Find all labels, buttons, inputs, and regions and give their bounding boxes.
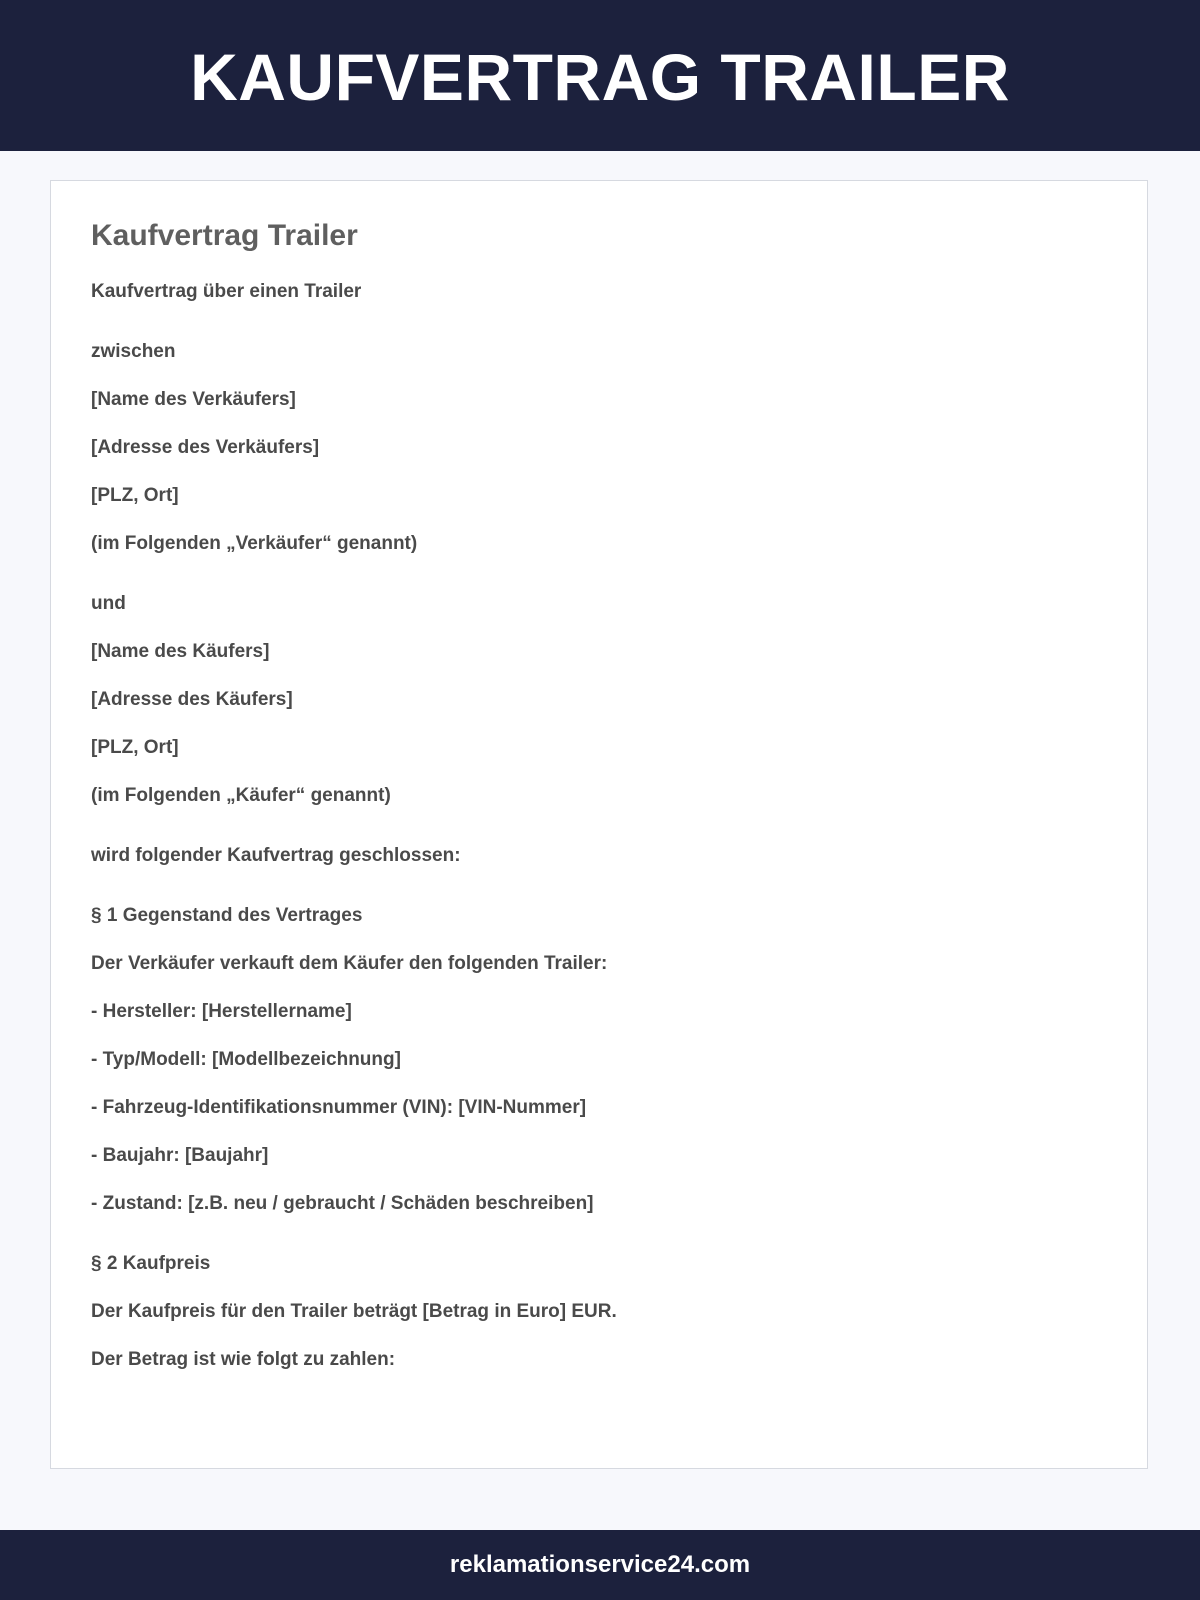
price-statement: Der Kaufpreis für den Trailer beträgt [Betrag in Euro] EUR. bbox=[91, 1301, 617, 1322]
section-1-intro: Der Verkäufer verkauft dem Käufer den folgenden Trailer: bbox=[91, 953, 608, 974]
section-1-heading: § 1 Gegenstand des Vertrages bbox=[91, 905, 363, 926]
buyer-name: [Name des Käufers] bbox=[91, 641, 270, 662]
party-intro: zwischen bbox=[91, 341, 176, 362]
payment-terms: Der Betrag ist wie folgt zu zahlen: bbox=[91, 1349, 396, 1370]
seller-zip-city: [PLZ, Ort] bbox=[91, 485, 179, 506]
item-condition: - Zustand: [z.B. neu / gebraucht / Schäden beschreiben] bbox=[91, 1193, 594, 1214]
item-vin: - Fahrzeug-Identifikationsnummer (VIN): [VIN-Nummer] bbox=[91, 1097, 587, 1118]
item-manufacturer: - Hersteller: [Herstellername] bbox=[91, 1001, 352, 1022]
footer-site-name: reklamationservice24.com bbox=[449, 1551, 751, 1578]
page-footer bbox=[0, 1530, 1200, 1600]
buyer-zip-city: [PLZ, Ort] bbox=[91, 737, 179, 758]
contract-clause: wird folgender Kaufvertrag geschlossen: bbox=[91, 845, 461, 866]
seller-designation: (im Folgenden „Verkäufer“ genannt) bbox=[91, 533, 418, 554]
item-year: - Baujahr: [Baujahr] bbox=[91, 1145, 269, 1166]
seller-name: [Name des Verkäufers] bbox=[91, 389, 296, 410]
document-subtitle: Kaufvertrag über einen Trailer bbox=[91, 281, 362, 302]
buyer-address: [Adresse des Käufers] bbox=[91, 689, 293, 710]
document-title: Kaufvertrag Trailer bbox=[91, 219, 358, 252]
buyer-designation: (im Folgenden „Käufer“ genannt) bbox=[91, 785, 391, 806]
header-title: KAUFVERTRAG TRAILER bbox=[190, 39, 1010, 114]
document-card bbox=[50, 180, 1148, 1469]
seller-address: [Adresse des Verkäufers] bbox=[91, 437, 320, 458]
party-connector: und bbox=[91, 593, 126, 614]
page-header bbox=[0, 0, 1200, 151]
item-model: - Typ/Modell: [Modellbezeichnung] bbox=[91, 1049, 401, 1070]
section-2-heading: § 2 Kaufpreis bbox=[91, 1253, 211, 1274]
